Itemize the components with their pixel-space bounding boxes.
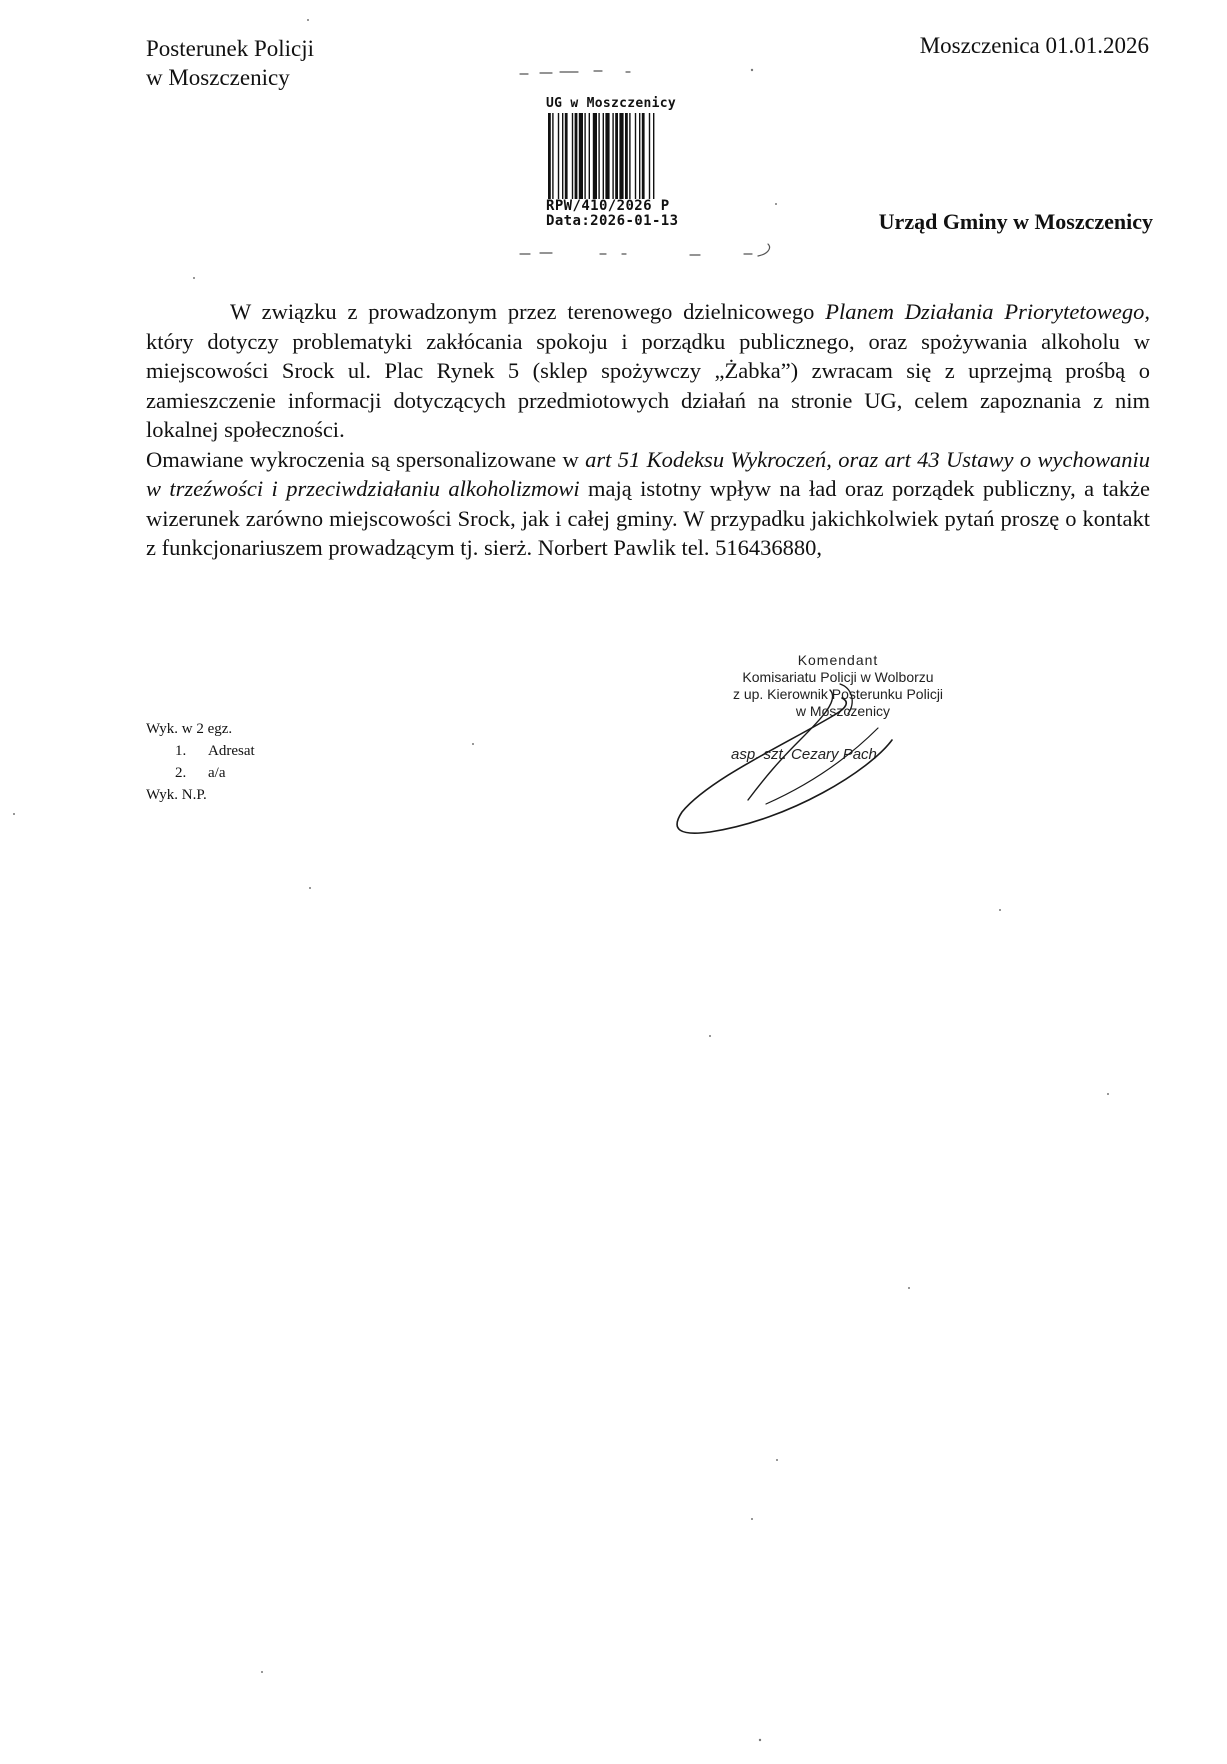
sender-line-1: Posterunek Policji: [146, 36, 315, 61]
copies-footer: Wyk. N.P.: [146, 787, 207, 803]
body-text-span: W związku z prowadzonym przez terenowego dzielnicowego: [230, 299, 826, 324]
signature-line-3: z up. Kierownik Posterunku Policji: [732, 686, 944, 702]
signature-name: asp. szt. Cezary Pach: [731, 746, 877, 763]
copies-header: Wyk. w 2 egz.: [146, 721, 233, 737]
signature-line-2: Komisariatu Policji w Wolborzu: [742, 669, 934, 685]
body-emphasis: art 51 Kodeksu Wykroczeń, oraz art 43 Ustawy o wychowaniu w trzeźwości i przeciwdziałaniu alkoholizmowi: [146, 446, 1150, 501]
place-date: Moszczenica 01.01.2026: [919, 33, 1149, 58]
stamp-title: UG w Moszczenicy: [546, 96, 677, 111]
signature-line-1: Komendant: [797, 652, 879, 668]
copies-item: 2. a/a: [190, 762, 255, 784]
copies-item: 1. Adresat: [190, 740, 255, 762]
stamp-number: RPW/410/2026 P: [546, 198, 670, 214]
sender-line-2: w Moszczenicy: [146, 65, 290, 90]
body-text-span: Omawiane wykroczenia są spersonalizowane w: [146, 446, 586, 472]
signature-line-4: w Moszczenicy: [795, 703, 891, 719]
body-text-span: który dotyczy problematyki zakłócania spokoju i porządku publicznego, oraz spożywania alkoholu w miejscowości Srock ul. Plac Rynek 5 (sklep spożywczy „Żabka”) zwracam się z uprzejmą prośbą o zamieszczenie informacji dotyczących przedmiotowych działań na stronie UG, celem zapoznania z nim lokalnej społeczności.: [146, 328, 1150, 442]
body-emphasis: Planem Działania Priorytetowego,: [825, 299, 1150, 324]
stamp-date: Data:2026-01-13: [546, 213, 679, 229]
body-text-span: mają istotny wpływ na ład oraz porządek publiczny, a także wizerunek zarówno miejscowości Srock, jak i całej gminy. W przypadku jakichkolwiek pytań proszę o kontakt z funkcjonariuszem prowadzącym tj. sierż. Norbert Pawlik tel. 516436880,: [146, 476, 1151, 560]
recipient: Urząd Gminy w Moszczenicy: [878, 209, 1153, 234]
